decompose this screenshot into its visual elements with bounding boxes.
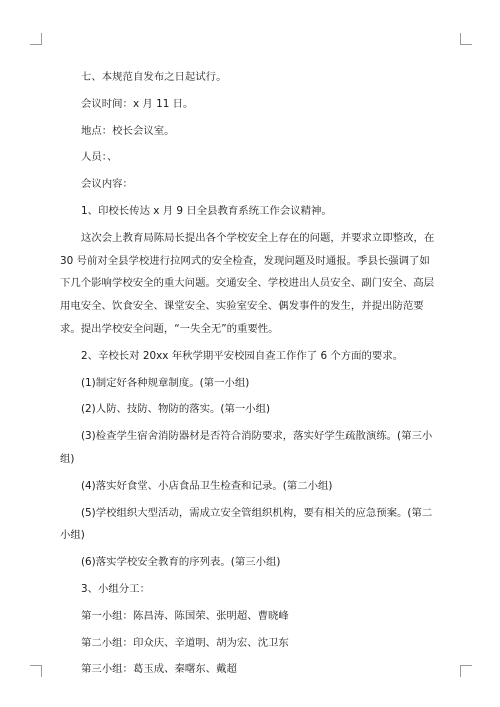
paragraph: 这次会上教育局陈局长提出各个学校安全上存在的问题，并要求立即整改，在 30 号前对全县学校进行拉网式的安全检查，发现问题及时通报。季县长强调了如下几个影响学校安全的重大问题。交通安全、学校进出人员安全、副门安全、高层用电安全、饮食安全、课堂安全、实验室安全、偶发事件的发生，并提出防范要求。提出学校安全问题，“一失全无”的重要性。 [60,231,435,335]
paragraph: 会议时间：x 月 11 日。 [81,97,194,110]
paragraph: 1、印校长传达 x 月 9 日全县教育系统工作会议精神。 [81,204,332,217]
paragraph: (4)落实好食堂、小店食品卫生检查和记录。(第二小组) [81,479,333,492]
paragraph: 会议内容： [81,178,133,191]
paragraph: 人员：、 [81,151,118,164]
paragraph: (5)学校组织大型活动，需成立安全管组织机构，要有相关的应急预案。(第二小组) [60,506,433,542]
paragraph: (6)落实学校安全教育的序列表。(第三小组) [81,556,281,569]
paragraph: (1)制定好各种规章制度。(第一小组) [81,376,250,389]
paragraph: (3)检查学生宿舍消防器材是否符合消防要求，落实好学生疏散演练。(第三小组) [60,430,433,465]
paragraph: 第一小组：陈昌涛、陈国荣、张明超、曹晓峰 [81,609,289,622]
crop-mark-top-right [460,33,472,45]
crop-mark-bottom-right [460,665,472,677]
paragraph: 2、辛校长对 20xx 年秋学期平安校园自查工作作了 6 个方面的要求。 [81,349,404,362]
paragraph: 3、小组分工： [81,582,150,595]
paragraph: 第三小组：葛玉成、秦曙东、戴超 [81,663,237,676]
paragraph: (2)人防、技防、物防的落实。(第一小组) [81,403,271,416]
crop-mark-top-left [30,33,42,45]
crop-mark-bottom-left [30,665,42,677]
paragraph: 七、本规范自发布之日起试行。 [81,71,227,83]
document-body [60,66,440,685]
paragraph: 第二小组：印众庆、辛道明、胡为宏、沈卫东 [81,636,289,649]
paragraph: 地点：校长会议室。 [81,124,175,137]
